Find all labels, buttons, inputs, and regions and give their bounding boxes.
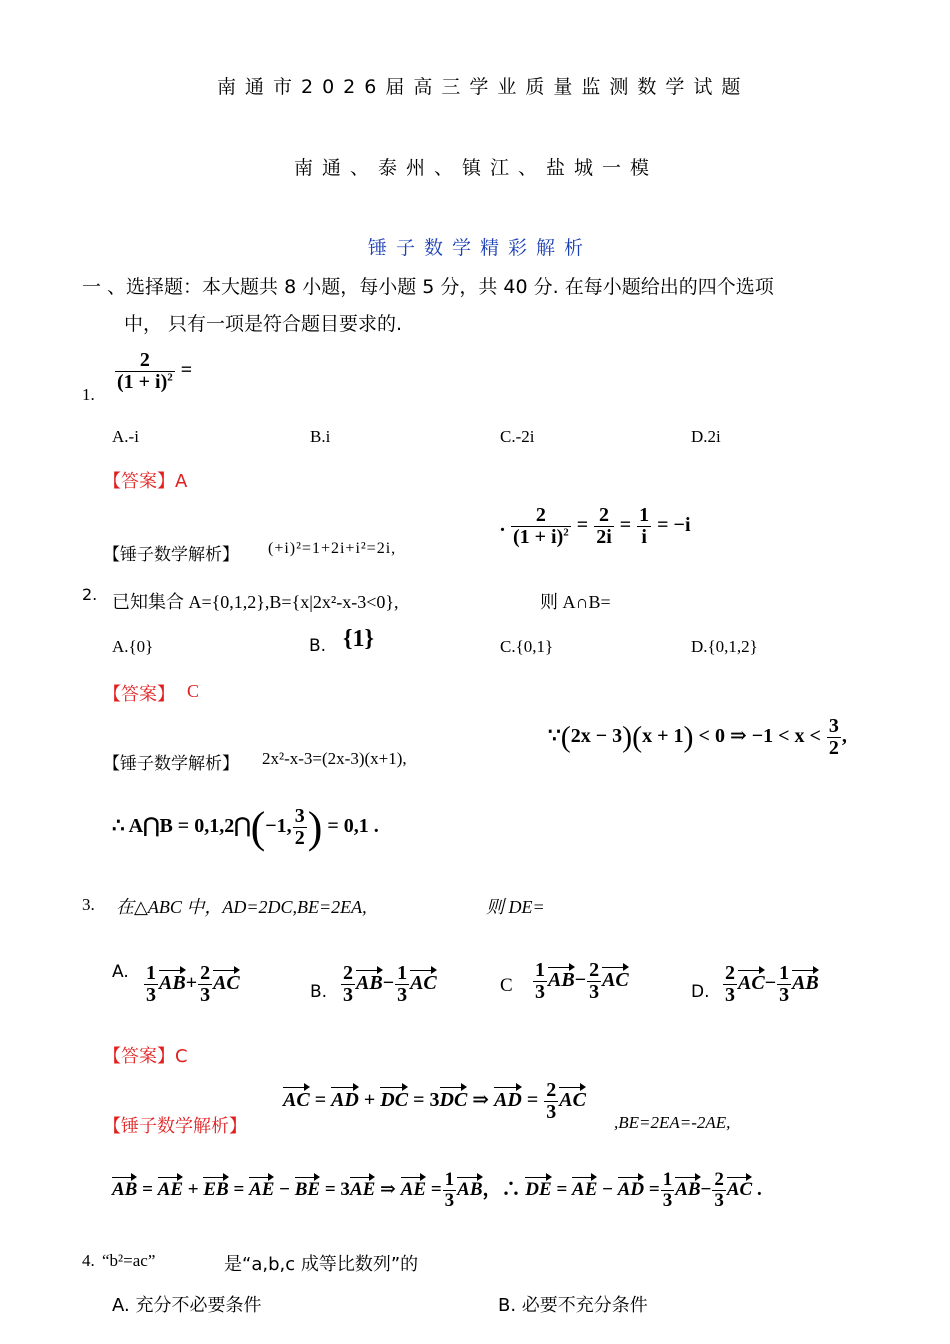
option-c[interactable]: C (500, 975, 513, 996)
question-stem: 已知集合 A={0,1,2},B={x|2x²-x-3<0}, (112, 592, 399, 612)
q1-expression: $\frac{2}{(1 + i)^2}$ = (117, 349, 193, 393)
option-a[interactable]: A.-i (112, 427, 139, 446)
option-a[interactable]: A. 充分不必要条件 (112, 1295, 262, 1316)
q3-solution-tail: ,BE=2EA=-2AE, (614, 1113, 731, 1132)
analysis-label: 【锤子数学解析】 (103, 545, 239, 565)
section-heading-2: 中， 只有一项是符合题目要求的. (124, 313, 403, 335)
option-b[interactable]: B. (310, 982, 328, 1002)
section-heading: 一 、选择题：本大题共 8 小题，每小题 5 分，共 40 分. 在每小题给出的四个选项 (82, 276, 774, 298)
answer-label: 【答案】C (103, 1046, 188, 1067)
question-stem-2: 则 A∩B= (540, 592, 611, 612)
analysis-text: 2x²-x-3=(2x-3)(x+1), (262, 749, 407, 768)
option-b[interactable]: B.i (310, 427, 331, 446)
page-subtitle: 南通、泰州、镇江、盐城一模 (294, 157, 659, 179)
analysis-label: 【锤子数学解析】 (103, 754, 239, 774)
question-number: 3. (82, 895, 95, 914)
option-c[interactable]: C.{0,1} (500, 637, 554, 656)
answer-label: 【答案】A (103, 471, 188, 492)
option-c[interactable]: C.-2i (500, 427, 535, 446)
answer-value: C (187, 681, 200, 701)
question-stem: 在△ABC 中，AD=2DC,BE=2EA, (116, 897, 367, 917)
fraction-denominator: $(1 + i)^2$ (117, 371, 173, 393)
option-c-expression: $\frac{1}{3}$ AB− $\frac{2}{3}$ AC (535, 959, 629, 1003)
analysis-text: (+i)²=1+2i+i²=2i, (268, 540, 397, 557)
source-title: 锤子数学精彩解析 (368, 237, 593, 259)
option-b[interactable]: B. (309, 636, 327, 656)
option-d[interactable]: D.2i (691, 427, 721, 446)
page-title: 南通市2026届高三学业质量监测数学试题 (217, 76, 750, 98)
option-b-value: {1} (343, 626, 374, 652)
q3-solution-line-1: AC = AD + DC = 3DC ⇒ AD = $\frac{2}{3}$ AC (283, 1079, 586, 1123)
option-d[interactable]: D.{0,1,2} (691, 637, 758, 656)
q1-solution: . $\frac{2}{(1 + i)^2}$ = $\frac{2}{2i}$ = $\frac{1}{i}$ = −i (500, 504, 691, 548)
question-number: 2. (82, 585, 98, 604)
option-d-expression: $\frac{2}{3}$ AC− $\frac{1}{3}$ AB (725, 962, 819, 1006)
question-stem: “b²=ac” (102, 1251, 156, 1270)
q2-inequality: ∵(2x − 3)(x + 1) < 0 ⇒ −1 < x < $\frac{3}{2}$ , (548, 715, 847, 759)
option-a[interactable]: A.{0} (112, 637, 154, 656)
fraction-numerator: 2 (115, 350, 175, 372)
option-b[interactable]: B. 必要不充分条件 (498, 1295, 648, 1316)
question-number: 4. (82, 1251, 95, 1270)
analysis-label: 【锤子数学解析】 (103, 1116, 247, 1137)
question-stem-2: 是“a,b,c 成等比数列”的 (224, 1254, 419, 1275)
option-a[interactable]: A. (112, 962, 129, 982)
q3-solution-line-2: AB = AE + EB = AE − BE = 3AE ⇒ AE = $\frac{1}{3}$ AB，∴ DE = AE − AD = $\frac{1}{3}$ AB− $\frac{2}{3}$ AC . (112, 1169, 762, 1211)
question-number: 1. (82, 385, 95, 404)
option-b-expression: $\frac{2}{3}$ AB− $\frac{1}{3}$ AC (343, 962, 437, 1006)
q2-intersection: ∴ A⋂B = 0,1,2⋂(−1, $\frac{3}{2}$ ) = 0,1 . (112, 803, 379, 852)
question-stem-2: 则 DE= (486, 897, 545, 917)
answer-label: 【答案】 (103, 684, 175, 705)
option-a-expression: $\frac{1}{3}$ AB+ $\frac{2}{3}$ AC (146, 962, 240, 1006)
option-d[interactable]: D. (691, 982, 710, 1002)
